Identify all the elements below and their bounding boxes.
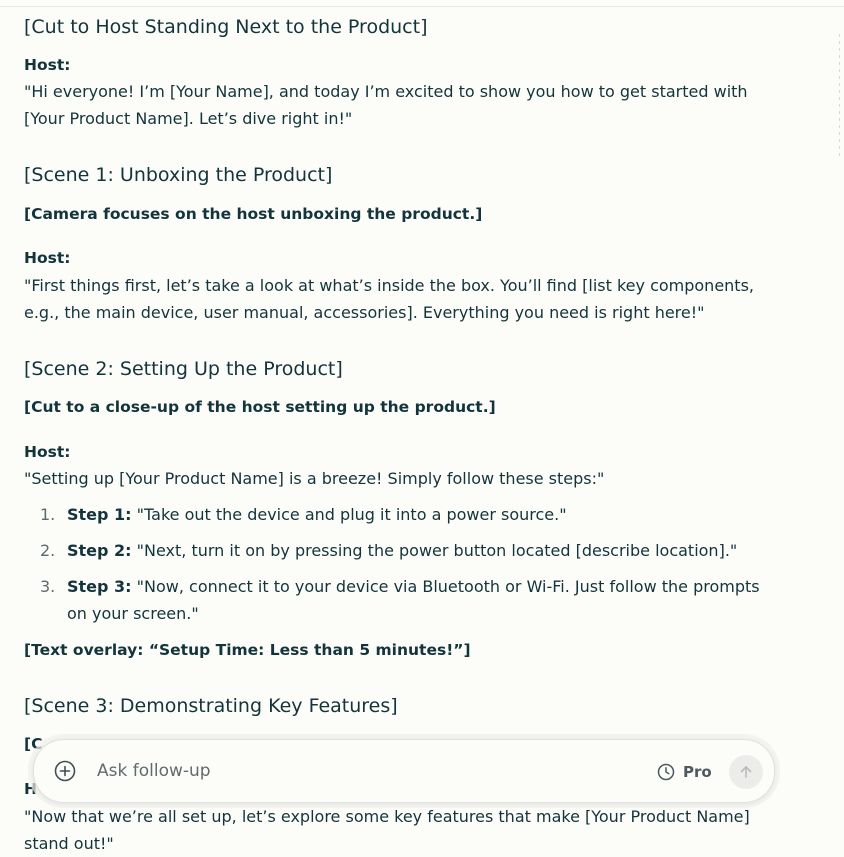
scene3-heading: [Scene 3: Demonstrating Key Features] (24, 695, 398, 717)
step-text: "Now, connect it to your device via Bluetooth or Wi-Fi. Just follow the prompts (131, 577, 760, 596)
scene0-host-line-2: [Your Product Name]. Let’s dive right in!" (24, 109, 353, 128)
clock-icon[interactable] (657, 763, 675, 781)
follow-up-input[interactable]: Ask follow-up (97, 761, 211, 781)
scene1-host-line-1: "First things first, let’s take a look at what’s inside the box. You’ll find [list key components, (24, 276, 754, 295)
scene0-heading: [Cut to Host Standing Next to the Product] (24, 16, 428, 38)
scene0-host-line-1: "Hi everyone! I’m [Your Name], and today I’m excited to show you how to get started with (24, 82, 748, 101)
step-text: "Take out the device and plug it into a power source." (131, 505, 567, 524)
list-number: 2. (40, 541, 56, 560)
scene1-host-line-2: e.g., the main device, user manual, accessories]. Everything you need is right here!" (24, 303, 705, 322)
step-text-continued: on your screen." (67, 604, 199, 623)
scene2-overlay: [Text overlay: “Setup Time: Less than 5 minutes!”] (24, 641, 471, 659)
step-text: "Next, turn it on by pressing the power button located [describe location]." (131, 541, 738, 560)
scene1-host-line (24, 272, 804, 326)
pro-toggle[interactable]: Pro (683, 763, 712, 781)
scene2-host-line: "Setting up [Your Product Name] is a breeze! Simply follow these steps:" (24, 469, 605, 488)
plus-circle-icon[interactable] (54, 760, 76, 782)
scene1-direction: [Camera focuses on the host unboxing the product.] (24, 205, 483, 223)
list-number: 1. (40, 505, 56, 524)
scene3-host-label-partial: H (24, 780, 37, 798)
scene2-direction: [Cut to a close-up of the host setting up the product.] (24, 398, 496, 416)
follow-up-bar[interactable] (33, 739, 775, 803)
top-divider (0, 6, 844, 7)
scene3-direction-partial: [C (24, 735, 43, 753)
scrollbar-track[interactable] (839, 34, 840, 156)
scene2-heading: [Scene 2: Setting Up the Product] (24, 358, 343, 380)
list-number: 3. (40, 577, 56, 596)
scene0-host-label: Host: (24, 56, 71, 74)
send-button[interactable] (729, 755, 763, 789)
scene2-host-label: Host: (24, 443, 71, 461)
step-label: Step 1: (67, 505, 132, 524)
scene3-host-line-2: stand out!" (24, 834, 114, 853)
step-label: Step 2: (67, 541, 132, 560)
step-label: Step 3: (67, 577, 132, 596)
arrow-up-icon (738, 764, 754, 780)
scene1-host-label: Host: (24, 249, 71, 267)
scene3-host-line-1: "Now that we’re all set up, let’s explore some key features that make [Your Product Name] (24, 807, 750, 826)
scene0-host-line (24, 78, 804, 132)
scene1-heading: [Scene 1: Unboxing the Product] (24, 164, 333, 186)
